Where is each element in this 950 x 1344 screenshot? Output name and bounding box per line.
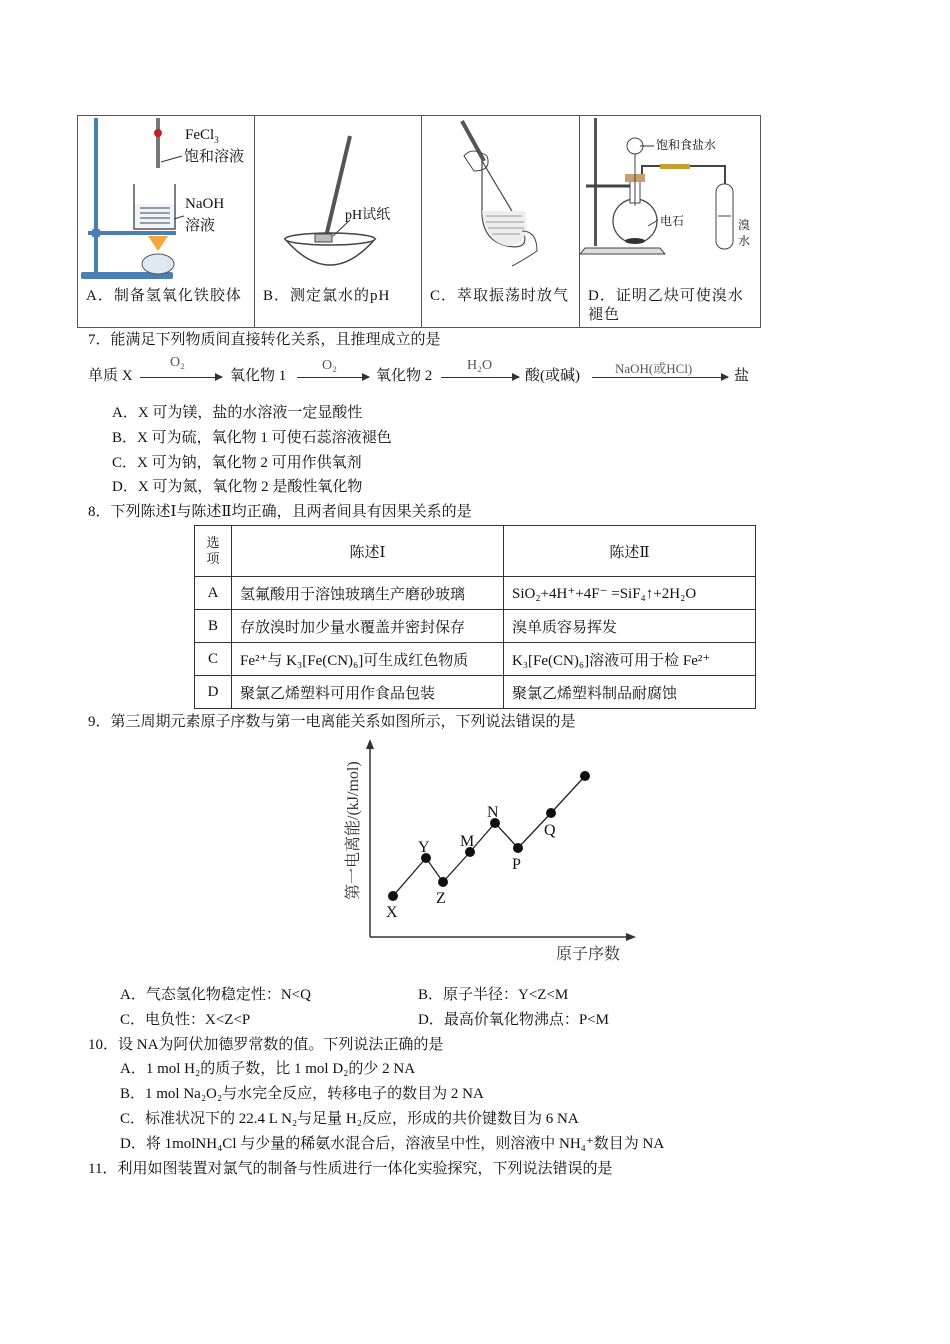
calcium-carbide-label: 电石 bbox=[660, 214, 685, 228]
q7-option-d[interactable]: D．X 可为氮，氧化物 2 是酸性氧化物 bbox=[112, 479, 363, 495]
chain-node-1: 单质 X bbox=[88, 368, 133, 384]
q8-header-option: 选 项 bbox=[195, 526, 232, 577]
q8-stem: 8．下列陈述Ⅰ与陈述Ⅱ均正确，且两者间具有因果关系的是 bbox=[88, 504, 472, 520]
q8-header-s1: 陈述Ⅰ bbox=[232, 526, 504, 577]
solution-label: 溶液 bbox=[185, 218, 216, 234]
q10-option-d[interactable]: D．将 1molNH₄Cl 与少量的稀氨水混合后，溶液呈中性，则溶液中 NH₄⁺数目为 NA bbox=[120, 1136, 665, 1152]
ph-test-apparatus-icon bbox=[255, 116, 421, 286]
table-row bbox=[195, 577, 756, 610]
q8-row-option: D bbox=[195, 676, 232, 709]
saturated-solution-label: 饱和溶液 bbox=[184, 149, 245, 165]
separatory-funnel-shaking-icon bbox=[422, 116, 579, 286]
bromine-label-1: 溴 bbox=[738, 218, 751, 232]
q6-apparatus-table bbox=[77, 115, 761, 328]
q6-cell-a bbox=[78, 116, 255, 328]
svg-text:原子序数: 原子序数 bbox=[556, 946, 621, 963]
q8-header-s2: 陈述Ⅱ bbox=[504, 526, 756, 577]
ionization-energy-line-chart bbox=[320, 735, 650, 970]
table-row bbox=[195, 643, 756, 676]
fecl3-label: FeCl$_3$ bbox=[185, 127, 219, 145]
chain-arrow-4-label: NaOH(或HCl) bbox=[615, 361, 693, 376]
table-row bbox=[195, 676, 756, 709]
q6-caption-d: D．证明乙炔可使溴水褪色 bbox=[588, 288, 744, 323]
chain-node-4: 酸(或碱) bbox=[525, 368, 580, 384]
svg-text:N: N bbox=[487, 804, 499, 821]
q7-stem: 7．能满足下列物质间直接转化关系，且推理成立的是 bbox=[88, 332, 441, 348]
q8-row-s1: Fe²⁺与 K₃[Fe(CN)₆]可生成红色物质 bbox=[232, 643, 504, 676]
svg-text:第一电离能/(kJ/mol): 第一电离能/(kJ/mol) bbox=[345, 761, 362, 900]
q6-caption-c: C．萃取振荡时放气 bbox=[430, 288, 570, 304]
chain-node-5: 盐 bbox=[734, 368, 750, 384]
q8-row-s1: 氢氟酸用于溶蚀玻璃生产磨砂玻璃 bbox=[232, 577, 504, 610]
q10-stem: 10．设 NA为阿伏加德罗常数的值。下列说法正确的是 bbox=[88, 1037, 444, 1053]
svg-text:X: X bbox=[386, 904, 398, 921]
saturated-brine-label: 饱和食盐水 bbox=[656, 138, 717, 152]
q8-row-s1: 存放溴时加少量水覆盖并密封保存 bbox=[232, 610, 504, 643]
q6-caption-b: B．测定氯水的pH bbox=[263, 288, 391, 304]
svg-text:P: P bbox=[512, 856, 521, 873]
chain-node-3: 氧化物 2 bbox=[376, 368, 433, 384]
q7-option-c[interactable]: C．X 可为钠，氧化物 2 可用作供氧剂 bbox=[112, 455, 362, 471]
ionization-energy-chart bbox=[320, 735, 650, 970]
q10-option-c[interactable]: C．标准状况下的 22.4 L N₂与足量 H₂反应，形成的共价键数目为 6 NA bbox=[120, 1111, 579, 1127]
q8-row-s1: 聚氯乙烯塑料可用作食品包装 bbox=[232, 676, 504, 709]
svg-text:Y: Y bbox=[418, 839, 430, 856]
bromine-label-2: 水 bbox=[738, 234, 751, 248]
q10-option-b[interactable]: B．1 mol Na₂O₂与水完全反应，转移电子的数目为 2 NA bbox=[120, 1086, 484, 1102]
q9-option-b[interactable]: B．原子半径：Y<Z<M bbox=[418, 987, 569, 1003]
q9-option-c[interactable]: C．电负性：X<Z<P bbox=[120, 1012, 251, 1028]
chain-arrow-1-label: O₂ bbox=[170, 355, 185, 370]
q8-row-s2: SiO₂+4H⁺+4F⁻ =SiF₄↑+2H₂O bbox=[504, 577, 756, 610]
q7-option-b[interactable]: B．X 可为硫，氧化物 1 可使石蕊溶液褪色 bbox=[112, 430, 392, 446]
chain-arrow-2-label: O₂ bbox=[322, 358, 337, 373]
q10-option-a[interactable]: A．1 mol H₂的质子数，比 1 mol D₂的少 2 NA bbox=[120, 1061, 416, 1077]
q8-row-s2: 聚氯乙烯塑料制品耐腐蚀 bbox=[504, 676, 756, 709]
q9-stem: 9．第三周期元素原子序数与第一电离能关系如图所示，下列说法错误的是 bbox=[88, 714, 576, 730]
q8-row-option: A bbox=[195, 577, 232, 610]
q8-row-option: C bbox=[195, 643, 232, 676]
q11-stem: 11．利用如图装置对氯气的制备与性质进行一体化实验探究，下列说法错误的是 bbox=[88, 1161, 613, 1177]
arrow-right-icon bbox=[441, 377, 519, 378]
naoh-label: NaOH bbox=[185, 196, 225, 212]
ph-paper-label: pH试纸 bbox=[345, 208, 391, 223]
q8-row-s2: K₃[Fe(CN)₆]溶液可用于检 Fe²⁺ bbox=[504, 643, 756, 676]
q6-cell-d bbox=[580, 116, 761, 328]
q9-option-d[interactable]: D．最高价氧化物沸点：P<M bbox=[418, 1012, 609, 1028]
q8-row-option: B bbox=[195, 610, 232, 643]
table-row bbox=[195, 610, 756, 643]
arrow-right-icon bbox=[297, 377, 369, 378]
q8-statement-table bbox=[194, 525, 756, 709]
q6-caption-a: A．制备氢氧化铁胶体 bbox=[86, 288, 242, 304]
q6-cell-c bbox=[422, 116, 580, 328]
q6-cell-b bbox=[255, 116, 422, 328]
svg-text:M: M bbox=[460, 833, 475, 850]
svg-text:Q: Q bbox=[544, 822, 556, 839]
arrow-right-icon bbox=[592, 377, 728, 378]
chain-node-2: 氧化物 1 bbox=[230, 368, 287, 384]
chain-arrow-3-label: H₂O bbox=[467, 358, 493, 373]
q7-option-a[interactable]: A．X 可为镁，盐的水溶液一定显酸性 bbox=[112, 405, 363, 421]
fe-oh-colloid-apparatus-icon bbox=[78, 116, 254, 286]
q8-row-s2: 溴单质容易挥发 bbox=[504, 610, 756, 643]
q9-option-a[interactable]: A．气态氢化物稳定性：N<Q bbox=[120, 987, 311, 1003]
svg-text:Z: Z bbox=[436, 890, 446, 907]
arrow-right-icon bbox=[140, 377, 222, 378]
